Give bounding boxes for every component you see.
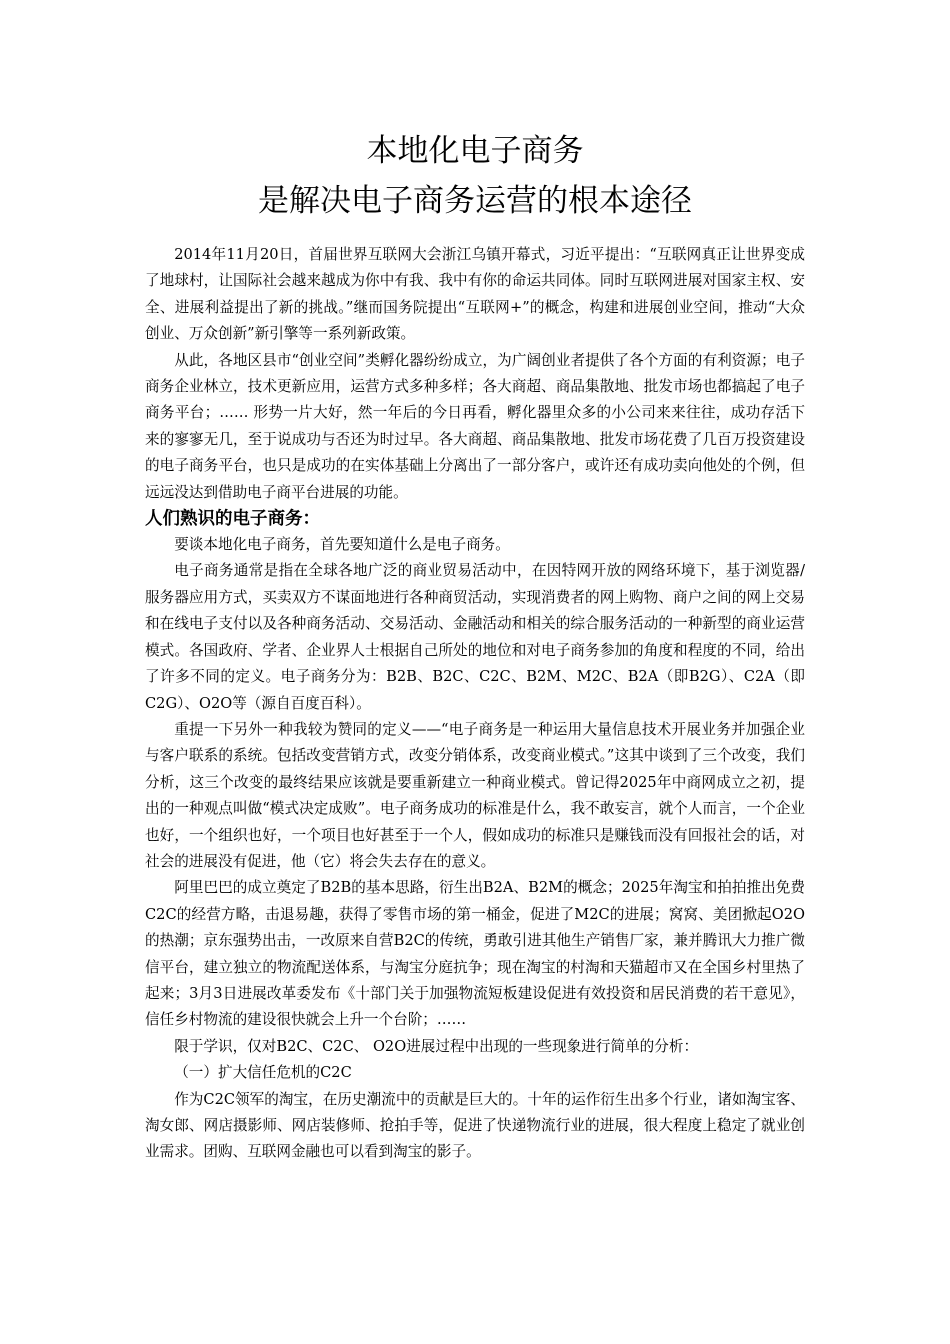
paragraph: 作为C2C领军的淘宝，在历史潮流中的贡献是巨大的。十年的运作衍生出多个行业，诸如淘宝客、淘女郎、网店摄影师、网店装修师、抢拍手等，促进了快递物流行业的进展，很大程度上稳定了就业创业需求。团购、互联网金融也可以看到淘宝的影子。 [145, 1090, 805, 1161]
paragraph: 限于学识，仅对B2C、C2C、 O2O进展过程中出现的一些现象进行简单的分析： [174, 1037, 699, 1055]
paragraph: 要谈本地化电子商务，首先要知道什么是电子商务。 [174, 536, 510, 554]
paragraph: 2014年11月20日，首届世界互联网大会浙江乌镇开幕式，习近平提出：“互联网真正让世界变成了地球村，让国际社会越来越成为你中有我、我中有你的命运共同体。同时互联网进展对国家主权、安全、进展利益提出了新的挑战。”继而国务院提出“互联网+”的概念，构建和进展创业空间，推动“大众创业、万众创新”新引擎等一系列新政策。 [145, 246, 805, 343]
document-title-line-1: 本地化电子商务 [366, 133, 584, 169]
subsection-heading: （一）扩大信任危机的C2C [174, 1064, 352, 1082]
document-body [145, 242, 805, 1166]
document-title-line-2: 是解决电子商务运营的根本途径 [258, 183, 692, 219]
paragraph: 重提一下另外一种我较为赞同的定义——“电子商务是一种运用大量信息技术开展业务并加强企业与客户联系的系统。包括改变营销方式，改变分销体系，改变商业模式。”这其中谈到了三个改变，我们分析，这三个改变的最终结果应该就是要重新建立一种商业模式。曾记得2025年中商网成立之初，提出的一种观点叫做“模式决定成败”。电子商务成功的标准是什么，我不敢妄言，就个人而言，一个企业也好，一个组织也好，一个项目也好甚至于一个人，假如成功的标准只是赚钱而没有回报社会的话，对社会的进展没有促进，他（它）将会失去存在的意义。 [145, 720, 805, 870]
paragraph: 阿里巴巴的成立奠定了B2B的基本思路，衍生出B2A、B2M的概念；2025年淘宝和拍拍推出免费C2C的经营方略，击退易趣，获得了零售市场的第一桶金，促进了M2C的进展；窝窝、美团掀起O2O的热潮；京东强势出击，一改原来自营B2C的传统，勇敢引进其他生产销售厂家，兼并腾讯大力推广微信平台，建立独立的物流配送体系，与淘宝分庭抗争；现在淘宝的村淘和天猫超市又在全国乡村里热了起来；3月3日进展改革委发布《十部门关于加强物流短板建设促进有效投资和居民消费的若干意见》，信任乡村物流的建设很快就会上升一个台阶；…… [145, 879, 805, 1029]
paragraph: 从此，各地区县市“创业空间”类孵化器纷纷成立，为广阔创业者提供了各个方面的有利资源；电子商务企业林立，技术更新应用，运营方式多种多样；各大商超、商品集散地、批发市场也都搞起了电子商务平台；…… 形势一片大好，然一年后的今日再看，孵化器里众多的小公司来来往往，成功存活下来的寥寥无几，至于说成功与否还为时过早。各大商超、商品集散地、批发市场花费了几百万投资建设的电子商务平台，也只是成功的在实体基础上分离出了一部分客户，或许还有成功卖向他处的个例，但远远没达到借助电子商平台进展的功能。 [145, 351, 805, 501]
paragraph: 电子商务通常是指在全球各地广泛的商业贸易活动中，在因特网开放的网络环境下，基于浏览器/服务器应用方式，买卖双方不谋面地进行各种商贸活动，实现消费者的网上购物、商户之间的网上交易和在线电子支付以及各种商务活动、交易活动、金融活动和相关的综合服务活动的一种新型的商业运营模式。各国政府、学者、企业界人士根据自己所处的地位和对电子商务参加的角度和程度的不同，给出了许多不同的定义。电子商务分为：B2B、B2C、C2C、B2M、M2C、B2A（即B2G）、C2A（即C2G）、O2O等（源自百度百科）。 [145, 562, 805, 712]
section-heading: 人们熟识的电子商务： [145, 509, 320, 530]
